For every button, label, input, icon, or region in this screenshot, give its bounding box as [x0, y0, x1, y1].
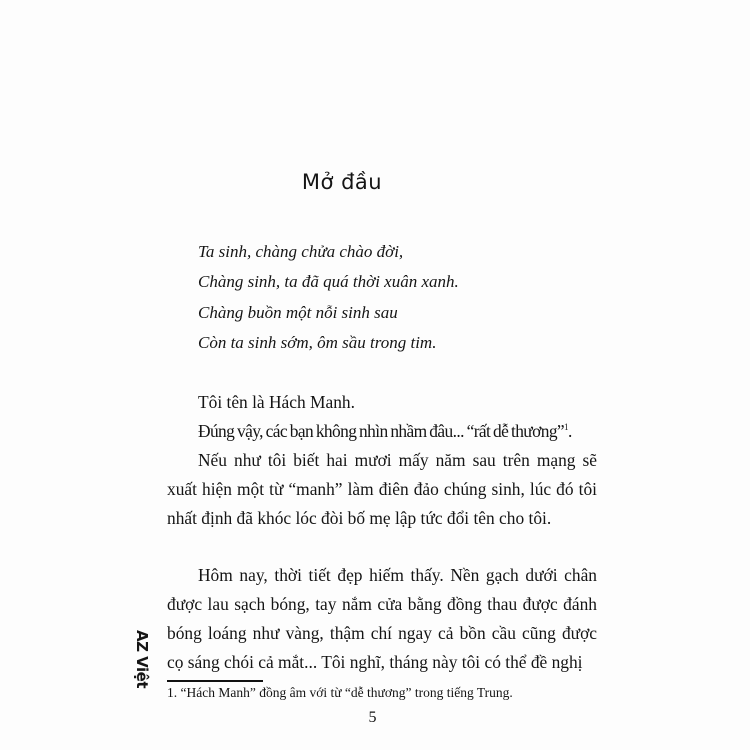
chapter-title: Mở đầu: [301, 170, 383, 194]
paragraph-text: Đúng vậy, các bạn không nhìn nhầm đâu... “rất dễ thương”: [198, 421, 565, 441]
paragraph: Nếu như tôi biết hai mươi mấy năm sau trên mạng sẽ xuất hiện một từ “manh” làm điên đảo chúng sinh, lúc đó tôi nhất định đã khóc lóc đòi bố mẹ lập tức đổi tên cho tôi.: [167, 450, 597, 528]
footnote-ref: 1: [564, 422, 568, 433]
poem-line: Ta sinh, chàng chửa chào đời,: [198, 242, 404, 261]
page-body: [167, 388, 597, 727]
poem-line: Còn ta sinh sớm, ôm sầu trong tim.: [198, 332, 437, 352]
page-number: 5: [368, 709, 377, 726]
paragraph: Đúng vậy, các bạn không nhìn nhầm đâu... “rất dễ thương”$^1$.: [198, 421, 572, 441]
epigraph-poem: [198, 240, 459, 361]
footnote-divider: [167, 680, 263, 682]
body-section-1: [167, 388, 597, 533]
paragraph: Tôi tên là Hách Manh.: [198, 392, 355, 412]
paragraph: Hôm nay, thời tiết đẹp hiếm thấy. Nền gạch dưới chân được lau sạch bóng, tay nắm cửa bằng đồng thau được đánh bóng loáng như vàng, thậm chí ngay cả bồn cầu cũng được cọ sáng chói cả mắt... Tôi nghĩ, tháng này tôi có thể đề nghị: [167, 565, 597, 672]
publisher-logo: AZ Việt: [133, 629, 152, 689]
poem-line: Chàng sinh, ta đã quá thời xuân xanh.: [198, 272, 459, 292]
poem-line: Chàng buồn một nỗi sinh sau: [198, 302, 398, 322]
footnote: 1. “Hách Manh” đồng âm với từ “dễ thương” trong tiếng Trung.: [167, 685, 513, 700]
body-section-2: [167, 561, 597, 677]
